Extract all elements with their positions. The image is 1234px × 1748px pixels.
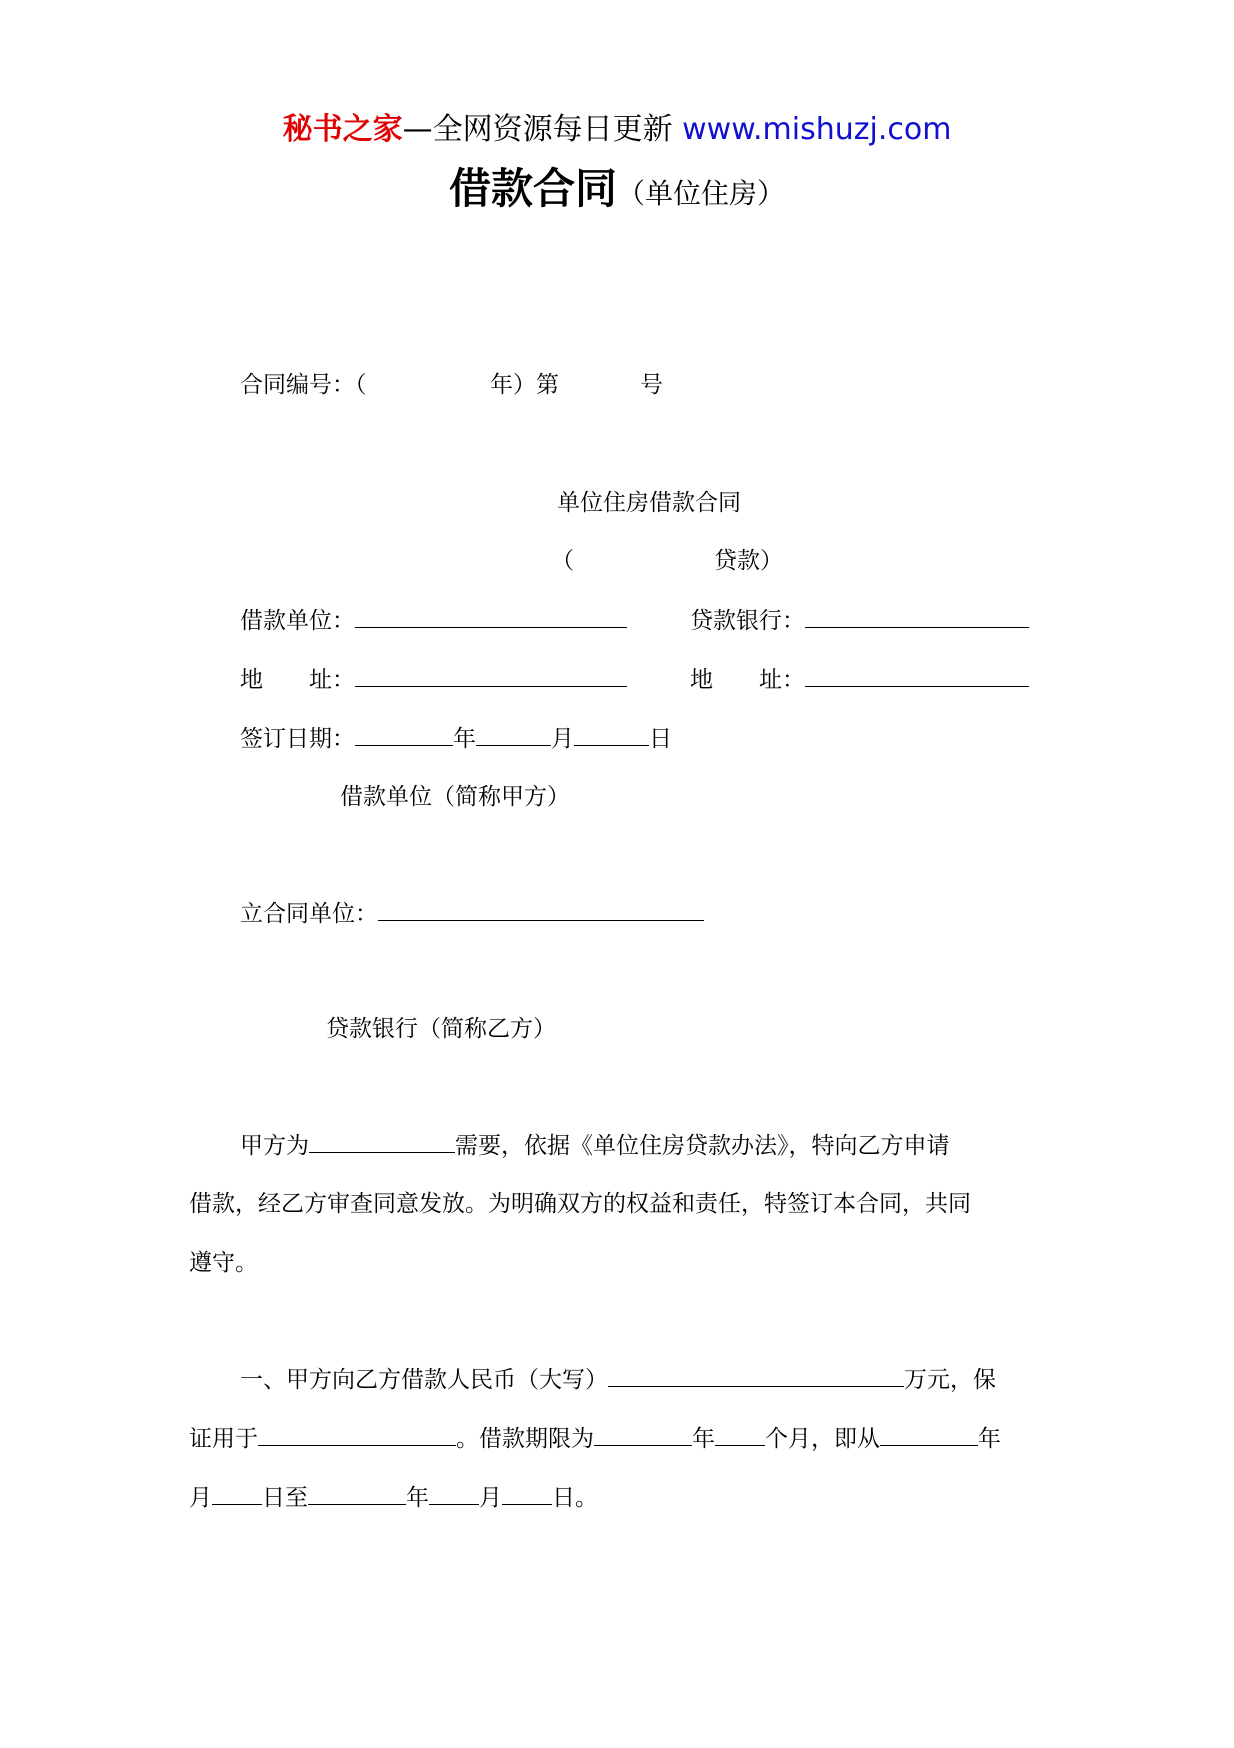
contract-unit-label: 立合同单位：: [240, 901, 378, 927]
banner-tagline: —全网资源每日更新: [402, 112, 683, 147]
sign-day-label: 日: [649, 726, 672, 752]
amount-blank[interactable]: [608, 1364, 904, 1387]
clause1-k: 月: [479, 1485, 502, 1511]
site-banner: [0, 104, 1234, 148]
sign-date-row: [240, 723, 672, 754]
borrower-blank[interactable]: [355, 605, 627, 628]
contract-no-label: 号: [640, 372, 663, 398]
contract-number-line: [240, 370, 367, 400]
sign-month-blank[interactable]: [476, 723, 551, 746]
paragraph1-line2: 借款，经乙方审查同意发放。为明确双方的权益和责任，特签订本合同，共同: [189, 1191, 971, 1217]
bank-address-blank[interactable]: [805, 664, 1029, 687]
site-url[interactable]: www.mishuzj.com: [682, 112, 952, 147]
borrower-row: [240, 605, 627, 636]
end-day-blank[interactable]: [502, 1482, 552, 1505]
use-blank[interactable]: [258, 1423, 456, 1446]
paragraph1-start: 甲方为: [240, 1133, 309, 1159]
bank-label: 贷款银行：: [690, 608, 805, 634]
term-years-blank[interactable]: [594, 1423, 692, 1446]
borrower-address-blank[interactable]: [355, 664, 627, 687]
sign-date-label: 签订日期：: [240, 726, 355, 752]
end-month-blank[interactable]: [429, 1482, 479, 1505]
paragraph1-rest: 需要，依据《单位住房贷款办法》，特向乙方申请: [455, 1133, 950, 1159]
end-year-blank[interactable]: [308, 1482, 406, 1505]
term-months-blank[interactable]: [715, 1423, 765, 1446]
clause1-line1: [240, 1364, 996, 1395]
clause1-c: 证用于: [189, 1426, 258, 1452]
start-year-blank[interactable]: [880, 1423, 978, 1446]
party-a-note: 借款单位（简称甲方）: [340, 784, 570, 810]
clause1-f: 个月，即从: [765, 1426, 880, 1452]
contract-unit-blank[interactable]: [378, 898, 704, 921]
sign-year-label: 年: [453, 726, 476, 752]
brand-name: 秘书之家: [282, 112, 403, 147]
contract-number-label: 合同编号：（: [240, 372, 367, 398]
borrower-address-label: 地 址：: [240, 667, 355, 693]
document-title: [0, 156, 1234, 216]
borrower-address-row: [240, 664, 627, 695]
contract-unit-row: [240, 898, 704, 929]
clause1-j: 年: [406, 1485, 429, 1511]
loan-type-label: 贷款）: [714, 548, 783, 574]
clause1-line2: [189, 1423, 1001, 1454]
contract-year-label: 年）第: [490, 372, 559, 398]
sign-month-label: 月: [551, 726, 574, 752]
clause1-b: 万元，保: [904, 1367, 996, 1393]
clause1-line3: [189, 1482, 598, 1513]
sign-day-blank[interactable]: [574, 723, 649, 746]
clause1-h: 月: [189, 1485, 212, 1511]
clause1-a: 一、甲方向乙方借款人民币（大写）: [240, 1367, 608, 1393]
bank-address-row: [690, 664, 1029, 695]
sign-year-blank[interactable]: [355, 723, 453, 746]
start-month-blank[interactable]: [212, 1482, 262, 1505]
clause1-g: 年: [978, 1426, 1001, 1452]
party-b-note: 贷款银行（简称乙方）: [326, 1016, 556, 1042]
loan-type-open: （: [551, 548, 574, 574]
clause1-l: 日。: [552, 1485, 598, 1511]
title-main: 借款合同: [448, 164, 617, 213]
purpose-blank[interactable]: [309, 1130, 455, 1153]
bank-row: [690, 605, 1029, 636]
paragraph1-line1: [240, 1130, 950, 1161]
contract-heading: 单位住房借款合同: [557, 490, 741, 516]
clause1-d: 。借款期限为: [456, 1426, 594, 1452]
bank-address-label: 地 址：: [690, 667, 805, 693]
clause1-e: 年: [692, 1426, 715, 1452]
clause1-i: 日至: [262, 1485, 308, 1511]
borrower-label: 借款单位：: [240, 608, 355, 634]
bank-blank[interactable]: [805, 605, 1029, 628]
title-sub: （单位住房）: [617, 177, 786, 210]
paragraph1-line3: 遵守。: [189, 1250, 258, 1276]
